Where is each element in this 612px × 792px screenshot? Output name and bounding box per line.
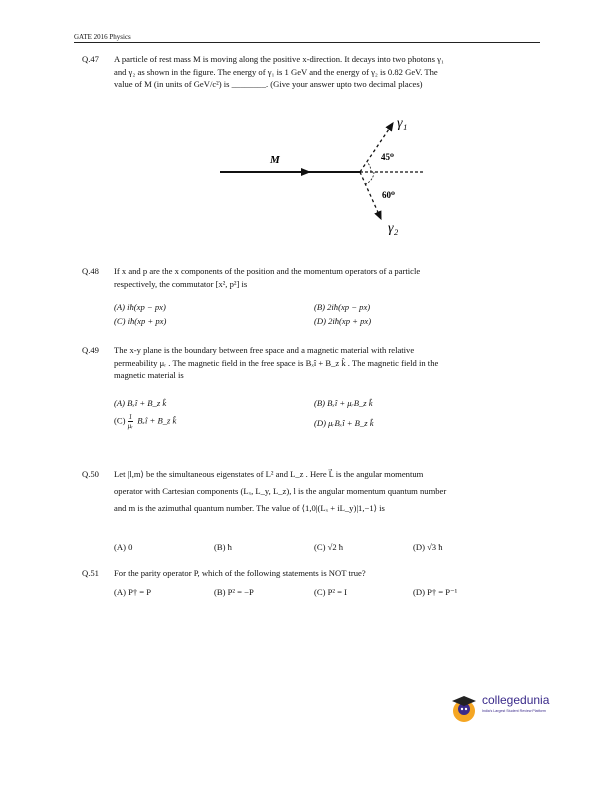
question-text (114, 53, 540, 91)
question-line: and γ₂ as shown in the figure. The energy of γ₁ is 1 GeV and the energy of γ₂ is 0.82 GeV. The (114, 66, 438, 77)
question-51 (82, 567, 540, 581)
gamma1-path (360, 123, 393, 172)
gamma2-path (360, 172, 381, 219)
angle1-label: 45⁰ (381, 152, 394, 162)
question-line: operator with Cartesian components (Lₓ, L_y, L_z), l is the angular momentum quantum number (114, 486, 447, 496)
option-a: (A) P† = P (114, 587, 152, 597)
header-rule (74, 42, 540, 43)
fraction (128, 413, 134, 430)
question-48 (82, 265, 540, 293)
angle2-label: 60⁰ (382, 190, 395, 200)
option-b: (B) Bₓî + μᵣB_z k̂ (314, 398, 373, 408)
question-text (114, 466, 540, 517)
option-b: (B) ħ (214, 542, 232, 552)
question-50 (82, 466, 540, 522)
question-text (114, 265, 540, 290)
question-49 (82, 344, 540, 384)
option-expression: Bₓî + B_z k̂ (137, 415, 177, 426)
denominator: μᵣ (127, 422, 133, 430)
angle2-arc (366, 172, 374, 184)
mass-label: M (270, 154, 280, 166)
option-b: (B) 2iħ(xp − px) (314, 302, 371, 312)
option-d: (D) μᵣBₓî + B_z k̂ (314, 418, 374, 428)
option-c: (C) iħ(xp + px) (114, 316, 167, 326)
option-d: (D) P† = P⁻¹ (413, 587, 458, 597)
decay-figure (215, 105, 455, 235)
question-number: Q.47 (82, 54, 99, 64)
option-d: (D) √3 ħ (413, 542, 443, 552)
question-line: A particle of rest mass M is moving along the positive x-direction. It decays into two photons γ₁ (114, 54, 444, 64)
question-47 (82, 53, 540, 93)
gamma1-label: γ₁ (397, 116, 408, 131)
question-line: and m is the azimuthal quantum number. The value of ⟨1,0|(Lₓ + iL_y)|1,−1⟩ is (114, 503, 385, 513)
angle1-arc (367, 162, 371, 172)
option-b: (B) P² = −P (214, 587, 254, 597)
option-a: (A) Bₓî + B_z k̂ (114, 398, 167, 408)
question-text (114, 344, 540, 382)
option-d: (D) 2iħ(xp + px) (314, 316, 372, 326)
option-c (114, 413, 176, 430)
question-line: For the parity operator P, which of the following statements is NOT true? (114, 568, 366, 578)
page-header: GATE 2016 Physics (74, 33, 131, 41)
option-a: (A) 0 (114, 542, 133, 552)
question-line: If x and p are the x components of the position and the momentum operators of a particle (114, 266, 421, 276)
mass-arrow (301, 168, 311, 176)
question-line: permeability μᵣ . The magnetic field in the free space is Bₓî + B_z k̂ . The magnetic field in the (114, 357, 439, 368)
logo-tagline: India's Largest Student Review Platform (482, 709, 546, 713)
question-number: Q.51 (82, 568, 99, 578)
question-number: Q.50 (82, 469, 99, 479)
gamma2-label: γ₂ (388, 221, 399, 235)
option-a: (A) iħ(xp − px) (114, 302, 166, 312)
option-c: (C) P² = I (314, 587, 347, 597)
option-c: (C) √2 ħ (314, 542, 344, 552)
option-label: (C) (114, 415, 126, 426)
question-line: value of M (in units of GeV/c²) is ________. (Give your answer upto two decimal places) (114, 79, 423, 89)
question-line: magnetic material is (114, 370, 184, 380)
question-text (114, 567, 540, 580)
question-line: The x-y plane is the boundary between free space and a magnetic material with relative (114, 345, 415, 355)
question-number: Q.49 (82, 345, 99, 355)
question-number: Q.48 (82, 266, 99, 276)
question-line: Let |l,m⟩ be the simultaneous eigenstates of L² and L_z . Here L⃗ is the angular momentum (114, 469, 424, 479)
question-line: respectively, the commutator [x², p²] is (114, 278, 248, 289)
logo-wordmark: collegedunia (482, 693, 550, 707)
numerator: 1 (128, 413, 133, 421)
